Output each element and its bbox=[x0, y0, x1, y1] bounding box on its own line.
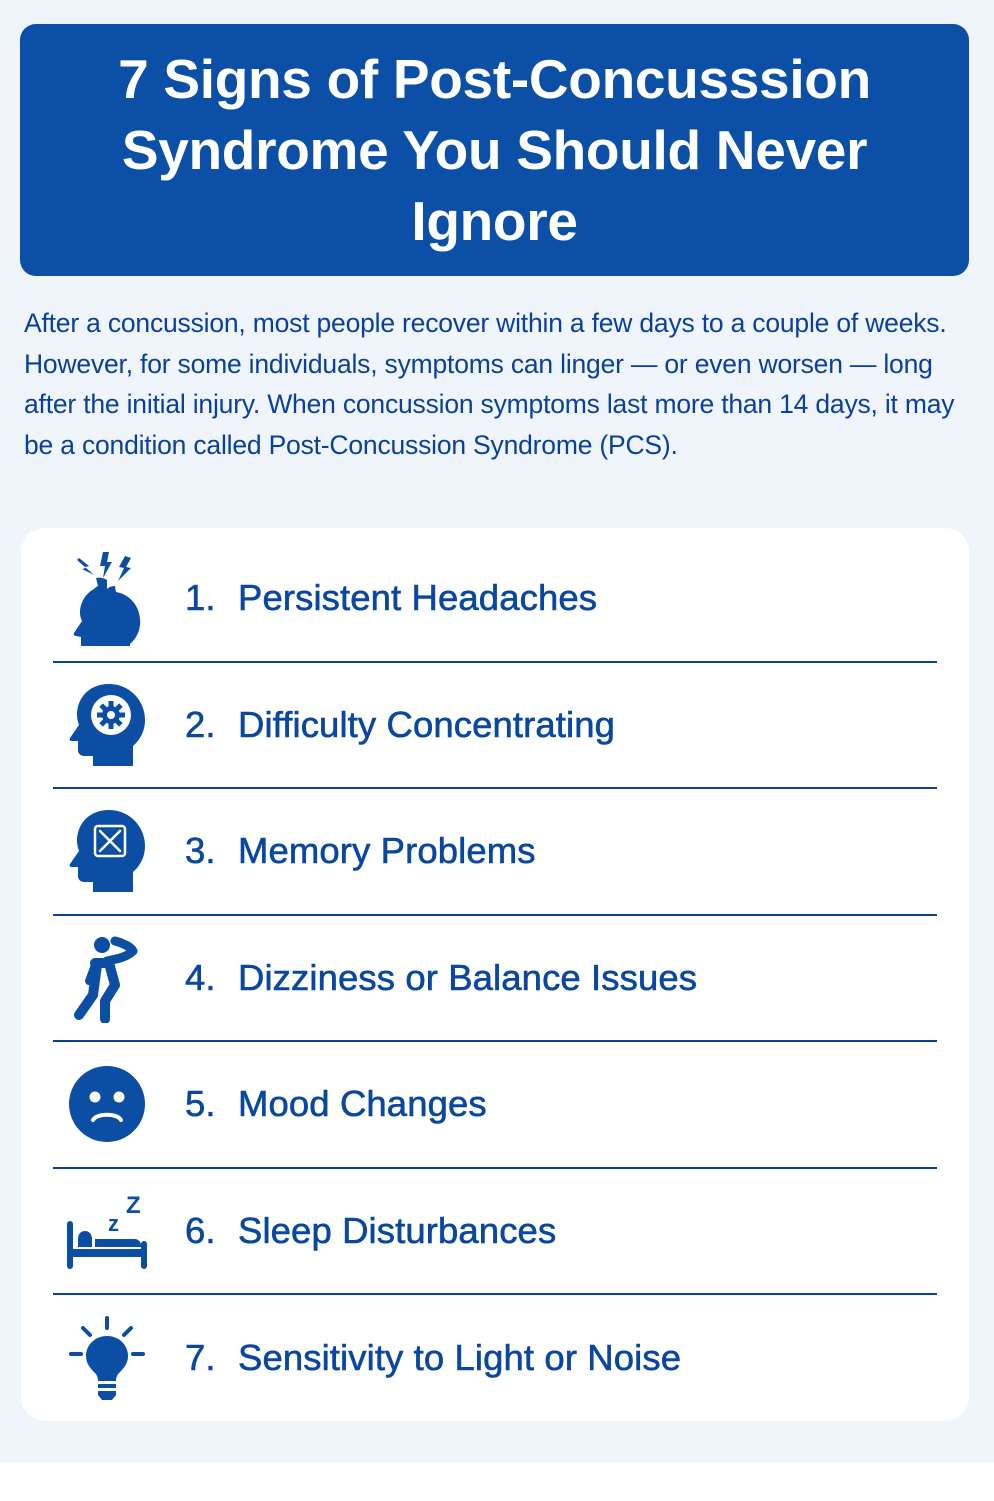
item-label: Sleep Disturbances bbox=[238, 1209, 557, 1251]
signs-list bbox=[53, 536, 937, 1422]
svg-text:z: z bbox=[108, 1210, 119, 1236]
list-item-dizziness-balance bbox=[53, 916, 937, 1043]
intro-paragraph: After a concussion, most people recover within a few days to a couple of weeks. However, for some individuals, symptoms can linger — or even worsen — long after the initial injury. When concussion symptoms last more than 14 days, it may be a condition called Post-Concussion Syndrome (PCS). bbox=[24, 308, 955, 460]
head-x-box-icon bbox=[61, 805, 153, 897]
item-label: Dizziness or Balance Issues bbox=[238, 956, 698, 998]
item-label: Sensitivity to Light or Noise bbox=[238, 1337, 682, 1379]
svg-text:Z: Z bbox=[126, 1191, 141, 1219]
item-label: Mood Changes bbox=[238, 1083, 487, 1125]
item-label: Memory Problems bbox=[238, 830, 536, 872]
dizzy-person-icon bbox=[61, 932, 153, 1024]
sad-face-icon bbox=[61, 1058, 153, 1150]
list-item-memory-problems bbox=[53, 789, 937, 916]
item-number: 5. bbox=[185, 1083, 216, 1125]
list-item-difficulty-concentrating bbox=[53, 663, 937, 790]
item-number: 2. bbox=[185, 703, 216, 745]
item-number: 1. bbox=[185, 577, 216, 619]
head-gear-icon bbox=[61, 679, 153, 771]
page-title: 7 Signs of Post-Concusssion Syndrome You Should Never Ignore bbox=[118, 47, 871, 252]
list-item-sensitivity-light-noise bbox=[53, 1295, 937, 1422]
item-number: 4. bbox=[185, 956, 216, 998]
item-number: 3. bbox=[185, 830, 216, 872]
lightbulb-icon bbox=[61, 1312, 153, 1404]
list-item-mood-changes bbox=[53, 1042, 937, 1169]
signs-card bbox=[21, 528, 969, 1421]
list-item-persistent-headaches bbox=[53, 536, 937, 663]
item-number: 6. bbox=[185, 1209, 216, 1251]
title-banner bbox=[20, 24, 969, 276]
list-item-sleep-disturbances bbox=[53, 1169, 937, 1296]
headache-head-lightning-icon bbox=[61, 552, 153, 644]
item-label: Persistent Headaches bbox=[238, 577, 598, 619]
item-number: 7. bbox=[185, 1337, 216, 1379]
item-label: Difficulty Concentrating bbox=[238, 703, 616, 745]
bed-zzz-icon bbox=[61, 1185, 153, 1277]
